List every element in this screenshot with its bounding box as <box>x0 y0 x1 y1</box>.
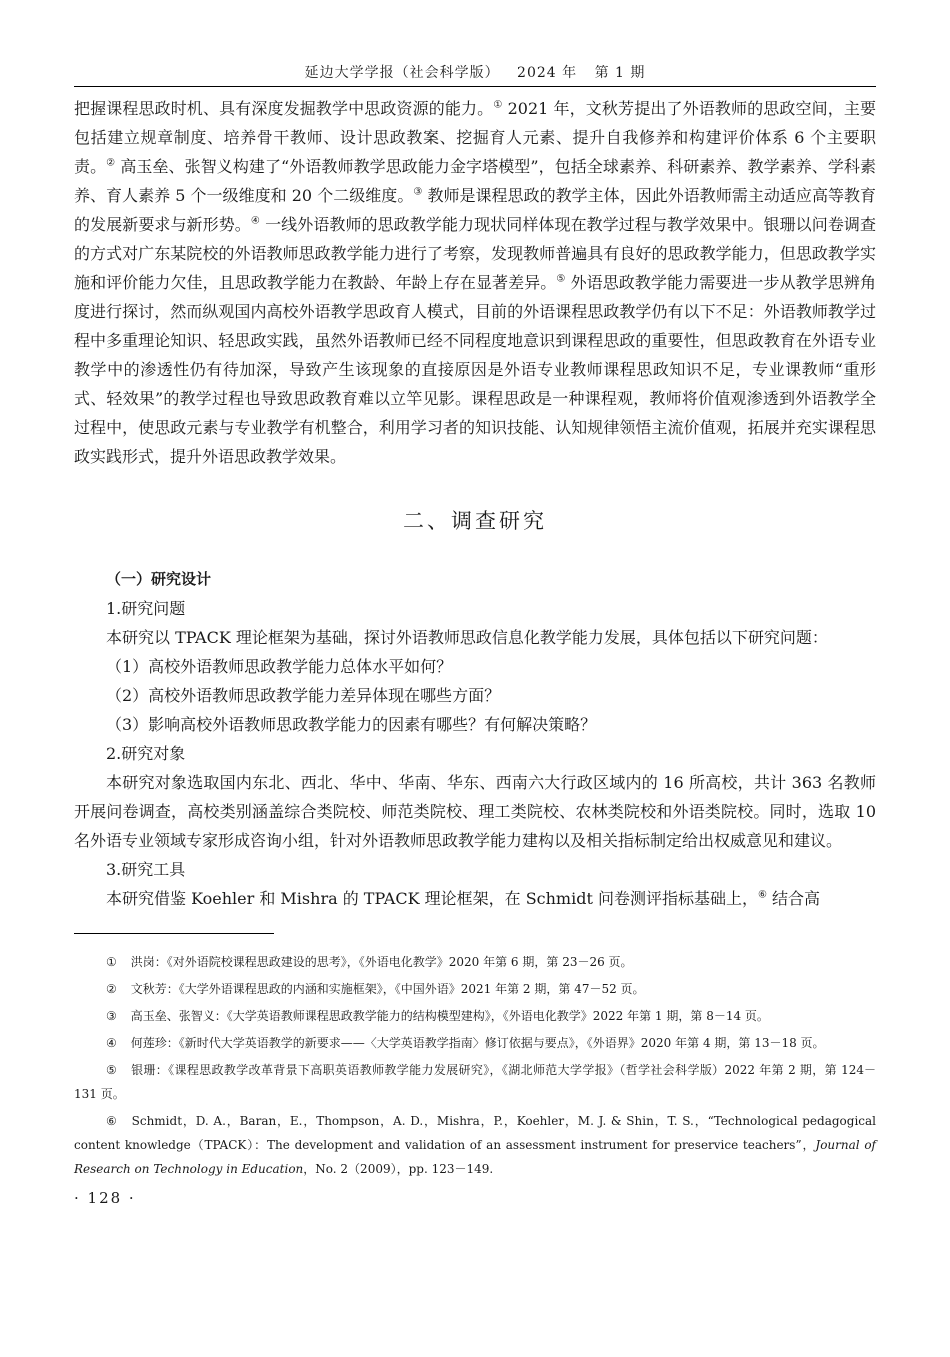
footnote-text: 银珊：《课程思政教学改革背景下高职英语教师教学能力发展研究》，《湖北师范大学学报》（哲学社会科学版）2022 年第 2 期，第 124－131 页。 <box>74 1063 876 1101</box>
footnote-text-tail: ，No. 2（2009），pp. 123－149. <box>303 1162 494 1176</box>
running-header <box>74 0 876 87</box>
footnote-text: 洪岗：《对外语院校课程思政建设的思考》，《外语电化教学》2020 年第 6 期，第 23－26 页。 <box>130 955 633 969</box>
footnote <box>74 1058 876 1106</box>
intro-sentence-3: 高玉垒、张智义构建了“外语教师教学思政能力金字塔模型”，包括全球素养、科研素养、教学素养、学科素养、育人素养 5 个一级维度和 20 个二级维度。 <box>74 157 876 205</box>
footnote-mark: ② <box>106 982 117 996</box>
intro-sentence-4: 教师是课程思政的教学主体，因此外语教师需主动适应高等教育的发展新要求与新形势。 <box>74 186 877 234</box>
citation-ref-6: ⑥ <box>757 889 767 901</box>
footnote-text: Schmidt，D. A.，Baran，E.，Thompson，A. D.，Mishra，P.，Koehler，M. J. & Shin，T. S.，“Technological pedagogical content knowledge（TPACK）：The development and validation of an assessment instrument for preservice teachers”， <box>74 1114 877 1152</box>
citation-ref-5: ⑤ <box>556 273 566 285</box>
research-tools-text-a: 本研究借鉴 Koehler 和 Mishra 的 TPACK 理论框架，在 Schmidt 问卷测评指标基础上， <box>106 889 758 908</box>
research-questions-intro: 本研究以 TPACK 理论框架为基础，探讨外语教师思政信息化教学能力发展，具体包括以下研究问题： <box>106 628 828 647</box>
footnote <box>74 1031 876 1055</box>
footnote-mark: ① <box>106 955 117 969</box>
footnote-mark: ④ <box>106 1036 117 1050</box>
research-tools-text-b: 结合高 <box>766 889 821 908</box>
research-question-item: （3）影响高校外语教师思政教学能力的因素有哪些？有何解决策略？ <box>106 715 597 734</box>
research-tools-text <box>74 884 876 913</box>
footnote <box>74 1109 876 1181</box>
footnote-journal-title: Journal of Research on Technology in Education <box>74 1138 876 1176</box>
footnote-divider <box>74 933 274 934</box>
research-questions-heading: 1.研究问题 <box>106 599 186 618</box>
journal-year: 2024 年 <box>517 65 578 81</box>
footnote <box>74 1004 876 1028</box>
citation-ref-3: ③ <box>413 186 423 198</box>
footnote-mark: ③ <box>106 1009 117 1023</box>
subsection-title: （一）研究设计 <box>106 570 212 588</box>
intro-paragraph <box>74 94 876 471</box>
section-title: 二、调查研究 <box>403 509 547 533</box>
research-subjects-text: 本研究对象选取国内东北、西北、华中、华南、华东、西南六大行政区域内的 16 所高校，共计 363 名教师开展问卷调查，高校类别涵盖综合类院校、师范类院校、理工类院校、农林类院校和外语类院校。同时，选取 10 名外语专业领域专家形成咨询小组，针对外语教师思政教学能力建构以及相关指标制定给出权威意见和建议。 <box>74 773 876 850</box>
intro-sentence-2: 2021 年，文秋芳提出了外语教师的思政空间，主要包括建立规章制度、培养骨干教师、设计思政教案、挖掘育人元素、提升自我修养和构建评价体系 6 个主要职责。 <box>74 99 876 176</box>
footnotes <box>74 950 876 1181</box>
intro-sentence-5: 一线外语教师的思政教学能力现状同样体现在教学过程与教学效果中。银珊以问卷调查的方式对广东某院校的外语教师思政教学能力进行了考察，发现教师普遍具有良好的思政教学能力，但思政教学实施和评价能力欠佳，且思政教学能力在教龄、年龄上存在显著差异。 <box>74 215 876 292</box>
research-tools-heading: 3.研究工具 <box>106 860 186 879</box>
research-question-item: （2）高校外语教师思政教学能力差异体现在哪些方面？ <box>106 686 501 705</box>
footnote <box>74 950 876 974</box>
journal-issue: 第 1 期 <box>594 65 646 81</box>
footnote-mark: ⑤ <box>106 1063 118 1077</box>
journal-name: 延边大学学报（社会科学版） <box>304 65 500 81</box>
intro-sentence-6: 外语思政教学能力需要进一步从教学思辨角度进行探讨，然而纵观国内高校外语教学思政育人模式，目前的外语课程思政教学仍有以下不足：外语教师教学过程中多重理论知识、轻思政实践，虽然外语教师已经不同程度地意识到课程思政的重要性，但思政教育在外语专业教学中的渗透性仍有待加深，导致产生该现象的直接原因是外语专业教师课程思政知识不足，专业课教师“重形式、轻效果”的教学过程也导致思政教育难以立竿见影。课程思政是一种课程观，教师将价值观渗透到外语教学全过程中，使思政元素与专业教学有机整合，利用学习者的知识技能、认知规律领悟主流价值观，拓展并充实课程思政实践形式，提升外语思政教学效果。 <box>74 273 876 466</box>
intro-sentence-1: 把握课程思政时机、具有深度发掘教学中思政资源的能力。 <box>74 99 494 118</box>
page <box>74 0 876 1207</box>
citation-ref-2: ② <box>106 157 116 169</box>
page-number: · 128 · <box>74 1189 136 1207</box>
footnote-text: 何莲珍：《新时代大学英语教学的新要求——〈大学英语教学指南〉修订依据与要点》，《外语界》2020 年第 4 期，第 13－18 页。 <box>130 1036 825 1050</box>
footnote-text: 文秋芳：《大学外语课程思政的内涵和实施框架》，《中国外语》2021 年第 2 期，第 47－52 页。 <box>130 982 645 996</box>
citation-ref-4: ④ <box>250 215 260 227</box>
footnote-text: 高玉垒、张智义：《大学英语教师课程思政教学能力的结构模型建构》，《外语电化教学》2022 年第 1 期，第 8－14 页。 <box>130 1009 769 1023</box>
citation-ref-1: ① <box>493 99 503 111</box>
footnote-mark: ⑥ <box>106 1114 118 1128</box>
research-question-item: （1）高校外语教师思政教学能力总体水平如何？ <box>106 657 453 676</box>
footnote <box>74 977 876 1001</box>
research-subjects-heading: 2.研究对象 <box>106 744 186 763</box>
